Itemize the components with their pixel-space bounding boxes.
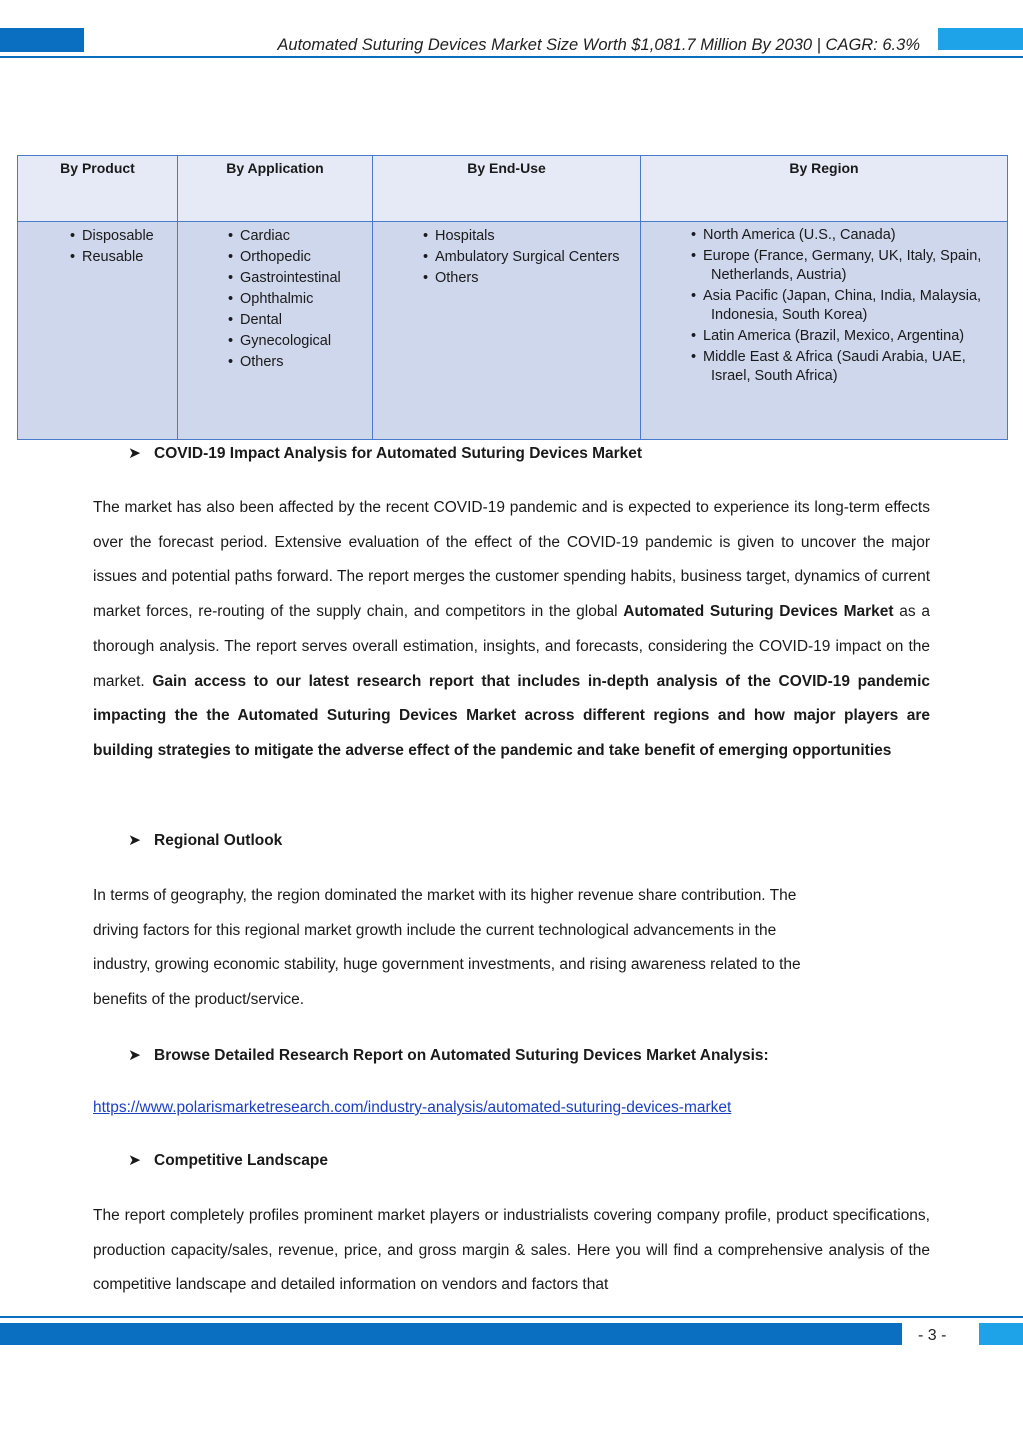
header-by-application: By Application	[178, 156, 373, 222]
report-link[interactable]: https://www.polarismarketresearch.com/industry-analysis/automated-suturing-devices-market	[93, 1099, 732, 1116]
list-item	[691, 348, 1007, 386]
covid-bold-market: Automated Suturing Devices Market	[623, 603, 894, 621]
regional-line: industry, growing economic stability, huge government investments, and rising awareness related to the	[93, 956, 801, 974]
header-accent-left	[0, 28, 84, 52]
header-accent-right	[938, 28, 1023, 50]
regional-heading-text: Regional Outlook	[154, 832, 283, 849]
regional-line: In terms of geography, the region dominated the market with its higher revenue share contribution. The	[93, 887, 797, 904]
regional-heading	[128, 831, 282, 850]
list-item: • Cardiac	[228, 226, 372, 247]
competitive-heading-text: Competitive Landscape	[154, 1152, 328, 1169]
region-line-continued: Netherlands, Austria)	[711, 267, 847, 283]
list-item: • Disposable	[70, 226, 177, 247]
segmentation-table	[17, 155, 1008, 440]
footer-bar	[0, 1323, 902, 1345]
list-item	[691, 226, 1007, 245]
list-item: • Hospitals	[423, 226, 640, 247]
list-item: • Orthopedic	[228, 247, 372, 268]
application-list	[228, 226, 372, 373]
cell-end-use	[373, 222, 641, 440]
covid-heading	[128, 444, 642, 463]
covid-text-1: The market has also been affected by the recent COVID-19 pandemic and is expected to experience its long-term effects over the forecast period. Extensive evaluation of the effect of the COVID-19 pandemic is given to uncover the major issues and potential paths forward. The report merges the customer spending habits, business target, dynamics of current market forces, re-routing of the supply chain, and competitors in the global	[93, 499, 930, 621]
footer-rule	[0, 1316, 1023, 1318]
list-item: • Others	[423, 268, 640, 289]
header-by-end-use: By End-Use	[373, 156, 641, 222]
covid-bold-cta: Gain access to our latest research report that includes in-depth analysis of the COVID-19 pandemic impacting the the Automated Suturing Devices Market across different regions and how major players are building strategies to mitigate the adverse effect of the pandemic and take benefit of emerging opportunities	[93, 672, 931, 759]
arrow-bullet-icon: ➤	[128, 832, 141, 849]
covid-text-2: as a thorough analysis. The report serves overall estimation, insights, and forecasts, considering the COVID-19 impact on the market.	[93, 603, 930, 690]
footer-accent-right	[979, 1323, 1023, 1345]
region-line: Asia Pacific (Japan, China, India, Malaysia,	[703, 288, 982, 304]
browse-heading	[128, 1046, 769, 1065]
list-item: • Gynecological	[228, 331, 372, 352]
header-by-region: By Region	[641, 156, 1008, 222]
arrow-bullet-icon: ➤	[128, 1152, 141, 1169]
covid-paragraph	[93, 491, 930, 769]
page-number: - 3 -	[918, 1327, 947, 1344]
arrow-bullet-icon: ➤	[128, 445, 141, 462]
region-line: Europe (France, Germany, UK, Italy, Spain,	[703, 248, 982, 264]
list-item	[691, 287, 1007, 325]
region-list	[691, 226, 1007, 386]
list-item: • Ophthalmic	[228, 289, 372, 310]
table-header-row	[18, 156, 1008, 222]
regional-line: benefits of the product/service.	[93, 991, 305, 1009]
cell-applications	[178, 222, 373, 440]
covid-heading-text: COVID-19 Impact Analysis for Automated Suturing Devices Market	[154, 445, 643, 462]
header-rule	[0, 56, 1023, 58]
region-line: Latin America (Brazil, Mexico, Argentina)	[703, 328, 965, 344]
arrow-bullet-icon: ➤	[128, 1047, 141, 1064]
list-item: • Gastrointestinal	[228, 268, 372, 289]
header-by-product: By Product	[18, 156, 178, 222]
page-header-title: Automated Suturing Devices Market Size Worth $1,081.7 Million By 2030 | CAGR: 6.3%	[277, 36, 920, 54]
region-line: North America (U.S., Canada)	[703, 227, 896, 243]
cell-products	[18, 222, 178, 440]
cell-regions	[641, 222, 1008, 440]
competitive-paragraph: The report completely profiles prominent market players or industrialists covering company profile, product specifications, production capacity/sales, revenue, price, and gross margin & sales. Here you will find a comprehensive analysis of the competitive landscape and detailed information on vendors and factors that	[93, 1207, 930, 1294]
list-item: • Ambulatory Surgical Centers	[423, 247, 640, 268]
regional-paragraph	[93, 879, 930, 1018]
region-line: Middle East & Africa (Saudi Arabia, UAE,	[703, 349, 966, 365]
product-list	[70, 226, 177, 268]
list-item	[691, 327, 1007, 346]
browse-heading-text: Browse Detailed Research Report on Automated Suturing Devices Market Analysis:	[154, 1047, 769, 1064]
list-item	[691, 247, 1007, 285]
list-item: • Others	[228, 352, 372, 373]
region-line-continued: Israel, South Africa)	[711, 368, 838, 384]
regional-line: driving factors for this regional market growth include the current technological advancements in the	[93, 921, 777, 939]
competitive-heading	[128, 1151, 328, 1170]
table-body-row	[18, 222, 1008, 440]
list-item: • Reusable	[70, 247, 177, 268]
region-line-continued: Indonesia, South Korea)	[711, 307, 868, 323]
list-item: • Dental	[228, 310, 372, 331]
end-use-list	[423, 226, 640, 289]
